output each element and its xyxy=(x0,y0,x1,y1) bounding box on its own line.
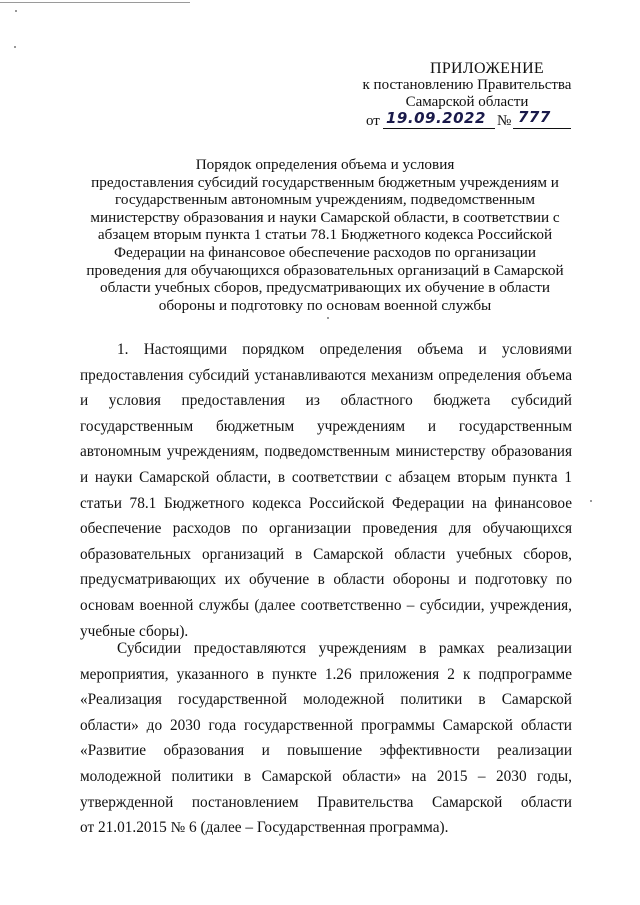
scan-edge-line xyxy=(0,2,190,3)
paragraph-2 xyxy=(80,636,572,841)
title-line: государственным автономным учреждениям, подведомственным xyxy=(115,191,535,209)
scan-speck xyxy=(590,500,592,502)
paragraph-line: 1. Настоящими порядком определения объема и условиями xyxy=(117,341,572,358)
paragraph-1 xyxy=(80,337,572,644)
paragraph-line: и науки Самарской области, в соответствии с абзацем вторым пункта 1 xyxy=(80,468,572,486)
paragraph-line: образовательных организаций в Самарской области учебных сборов, xyxy=(80,545,572,563)
title-line: области учебных сборов, предусматривающих их обучение в области xyxy=(100,279,550,297)
handwritten-date: 19.09.2022 xyxy=(386,109,486,127)
paragraph-line: молодежной политики в Самарской области» на 2015 – 2030 годы, xyxy=(80,767,572,785)
appendix-date-line xyxy=(366,110,576,130)
appendix-header xyxy=(352,60,582,111)
paragraph-line: Субсидии предоставляются учреждениям в рамках реализации xyxy=(117,640,572,657)
title-line: министерству образования и науки Самарской области, в соответствии с xyxy=(90,208,560,226)
number-underline xyxy=(513,128,571,129)
paragraph-line: мероприятия, указанного в пункте 1.26 приложения 2 к подпрограмме xyxy=(80,665,572,683)
appendix-line-2: Самарской области xyxy=(405,94,529,110)
paragraph-line: основам военной службы (далее соответственно – субсидии, учреждения, xyxy=(80,596,572,614)
title-line: проведения для обучающихся образовательных организаций в Самарской xyxy=(86,261,564,279)
handwritten-number: 777 xyxy=(518,108,551,126)
paragraph-line: государственным бюджетным учреждениям и государственным xyxy=(80,417,572,435)
date-underline xyxy=(383,128,495,129)
paragraph-line: статьи 78.1 Бюджетного кодекса Российской Федерации на финансовое xyxy=(80,494,572,512)
appendix-line-1: к постановлению Правительства xyxy=(362,77,572,93)
paragraph-line: «Реализация государственной молодежной политики в Самарской xyxy=(80,691,572,709)
date-prefix: от xyxy=(366,113,380,129)
title-line: абзацем вторым пункта 1 статьи 78.1 Бюджетного кодекса Российской xyxy=(97,226,553,244)
number-prefix: № xyxy=(497,113,512,129)
scan-speck xyxy=(327,317,329,319)
title-line: Федерации на финансовое обеспечение расходов по организации xyxy=(114,243,536,261)
paragraph-line: учебные сборы). xyxy=(80,622,189,640)
paragraph-line: «Развитие образования и повышение эффективности реализации xyxy=(80,742,572,760)
paragraph-line: от 21.01.2015 № 6 (далее – Государственная программа). xyxy=(80,819,449,837)
paragraph-line: предусматривающих их обучение в области обороны и подготовку по xyxy=(80,571,572,589)
paragraph-line: и условия предоставления из областного бюджета субсидий xyxy=(80,392,572,410)
title-line: предоставления субсидий государственным бюджетным учреждениям и xyxy=(91,173,559,191)
title-line: Порядок определения объема и условия xyxy=(195,156,455,173)
paragraph-line: предоставления субсидий устанавливаются механизм определения объема xyxy=(80,366,572,384)
paragraph-line: области» до 2030 года государственной программы Самарской области xyxy=(80,716,572,734)
scan-speck xyxy=(15,10,17,12)
document-title xyxy=(70,156,580,314)
paragraph-line: обеспечение расходов по организации проведения для обучающихся xyxy=(80,520,572,538)
appendix-title: ПРИЛОЖЕНИЕ xyxy=(429,60,544,77)
paragraph-line: утвержденной постановлением Правительства Самарской области xyxy=(80,793,572,811)
scan-speck xyxy=(14,46,16,48)
paragraph-line: автономным учреждениям, подведомственным министерству образования xyxy=(80,443,572,461)
title-line: обороны и подготовку по основам военной службы xyxy=(158,296,492,314)
